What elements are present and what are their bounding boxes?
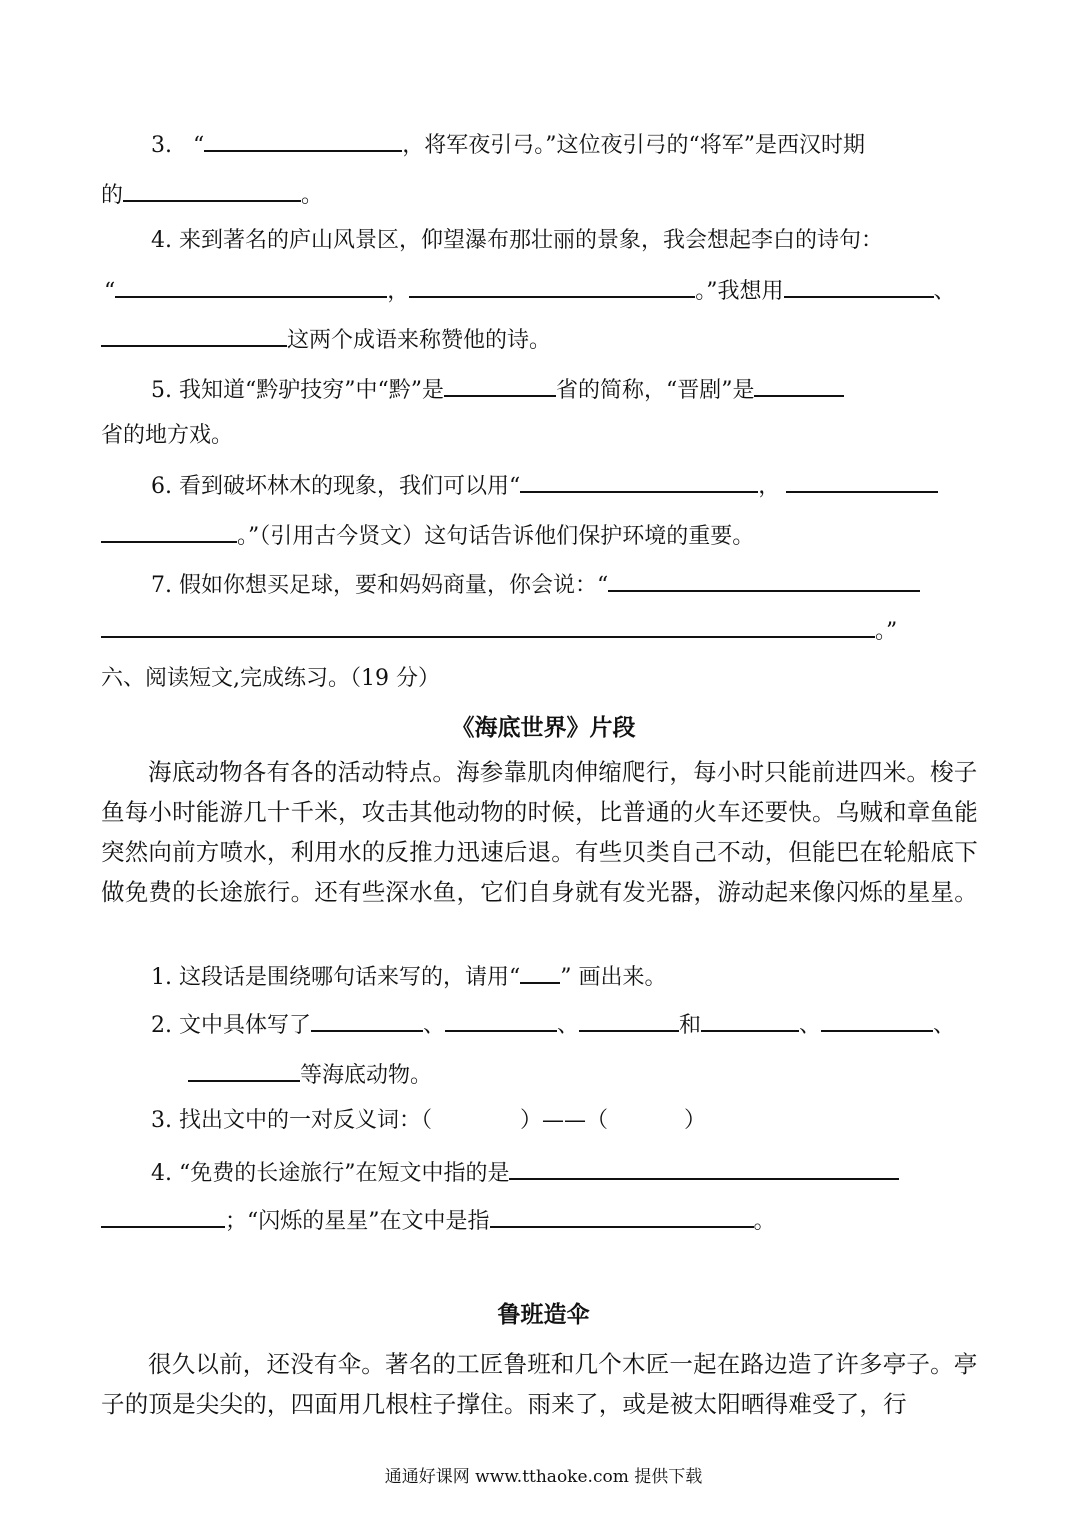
- p1-q2-blank-1[interactable]: [311, 1008, 423, 1032]
- page-footer: 通通好课网 www.tthaoke.com 提供下载: [384, 1467, 703, 1487]
- passage1-body: [101, 752, 991, 912]
- q6-blank-1[interactable]: [520, 469, 758, 493]
- p1-q2-blank-3[interactable]: [579, 1008, 679, 1032]
- p1-q2-blank-5[interactable]: [821, 1008, 933, 1032]
- p1-q2-line2: 等海底动物。: [188, 1058, 432, 1091]
- q6-blank-3[interactable]: [101, 519, 237, 543]
- q7-blank-2[interactable]: [101, 614, 875, 638]
- q4-blank-1[interactable]: [115, 274, 387, 298]
- q6-line1: 6. 看到破坏林木的现象，我们可以用“ ，: [151, 469, 938, 502]
- q3-line2: 的 。: [101, 178, 323, 211]
- passage2-text: 很久以前，还没有伞。著名的工匠鲁班和几个木匠一起在路边造了许多亭子。亭子的顶是尖尖的，四面用几根柱子撑住。雨来了，或是被太阳晒得难受了，行: [101, 1350, 978, 1418]
- q3-number: 3.: [151, 133, 172, 158]
- q4-line1: 4. 来到著名的庐山风景区，仰望瀑布那壮丽的景象，我会想起李白的诗句：: [151, 228, 883, 253]
- q5-line2: 省的地方戏。: [101, 423, 234, 448]
- q6-blank-2[interactable]: [786, 469, 938, 493]
- p1-q4-blank-1[interactable]: [509, 1156, 899, 1180]
- p1-q2-blank-2[interactable]: [445, 1008, 557, 1032]
- q5-blank-2[interactable]: [754, 373, 844, 397]
- q4-line2: “ ， 。”我想用 、: [104, 274, 956, 307]
- q4-line3: 这两个成语来称赞他的诗。: [101, 323, 551, 356]
- q7-line2: 。”: [101, 614, 897, 647]
- passage1-title: 《海底世界》片段: [451, 714, 636, 741]
- q3-line1: 3. “ ，将军夜引弓。”这位夜引弓的“将军”是西汉时期: [151, 128, 865, 161]
- q5-blank-1[interactable]: [444, 373, 556, 397]
- p1-q2-blank-4[interactable]: [701, 1008, 799, 1032]
- passage2-body: [101, 1344, 991, 1424]
- q3-blank-1[interactable]: [204, 128, 402, 152]
- q4-blank-4[interactable]: [101, 323, 287, 347]
- q4-blank-3[interactable]: [784, 274, 934, 298]
- p1-q4-blank-2[interactable]: [101, 1204, 225, 1228]
- passage2-title: 鲁班造伞: [497, 1302, 590, 1328]
- p1-q1-blank[interactable]: [520, 960, 560, 984]
- p1-q2-line1: 2. 文中具体写了 、 、 和 、 、: [151, 1008, 955, 1041]
- p1-q4-blank-3[interactable]: [490, 1204, 754, 1228]
- p1-q2-blank-6[interactable]: [188, 1058, 300, 1082]
- p1-q4-line1: 4. “免费的长途旅行”在短文中指的是: [151, 1156, 899, 1189]
- p1-q4-line2: ；“闪烁的星星”在文中是指 。: [101, 1204, 776, 1237]
- q3-blank-2[interactable]: [123, 178, 301, 202]
- p1-q3: 3. 找出文中的一对反义词：（ ）——（ ）: [151, 1108, 707, 1133]
- p1-q1: 1. 这段话是围绕哪句话来写的，请用“ ” 画出来。: [151, 960, 666, 993]
- passage1-text: 海底动物各有各的活动特点。海参靠肌肉伸缩爬行，每小时只能前进四米。梭子鱼每小时能游几十千米，攻击其他动物的时候，比普通的火车还要快。乌贼和章鱼能突然向前方喷水，利用水的反推力迅速后退。有些贝类自己不动，但能巴在轮船底下做免费的长途旅行。还有些深水鱼，它们自身就有发光器，游动起来像闪烁的星星。: [101, 758, 978, 906]
- q4-blank-2[interactable]: [409, 274, 695, 298]
- section-6-heading: 六、阅读短文,完成练习。（19 分）: [101, 666, 440, 691]
- q5-line1: 5. 我知道“黔驴技穷”中“黔”是 省的简称，“晋剧”是: [151, 373, 844, 406]
- q7-blank-1[interactable]: [608, 568, 920, 592]
- q6-line2: 。”（引用古今贤文）这句话告诉他们保护环境的重要。: [101, 519, 754, 552]
- q7-line1: 7. 假如你想买足球，要和妈妈商量，你会说：“: [151, 568, 920, 601]
